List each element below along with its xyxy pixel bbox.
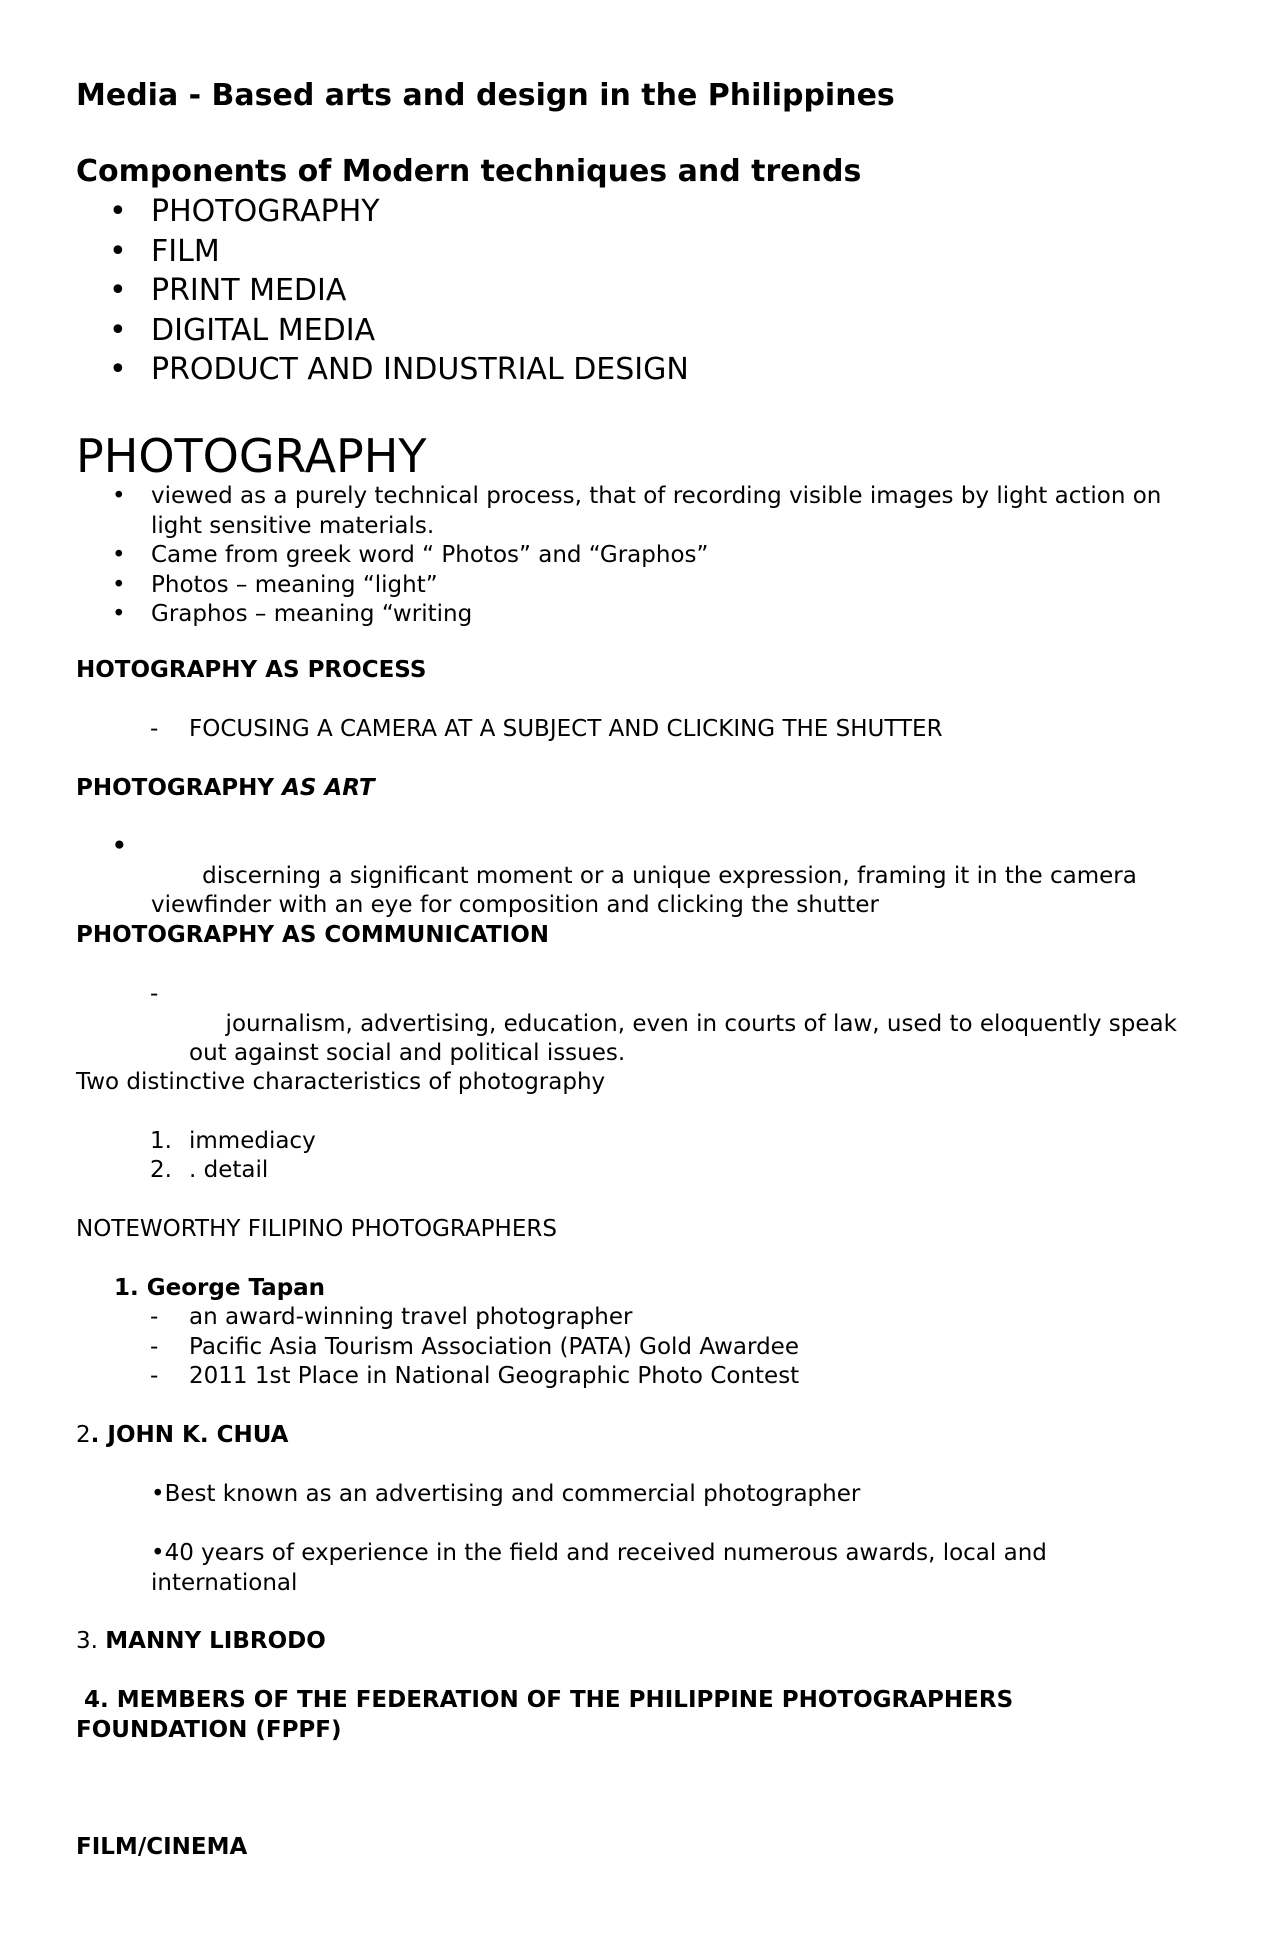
- photographer-detail: •40 years of experience in the field and received numerous awards, local and international: [151, 1540, 1047, 1596]
- noteworthy-heading: NOTEWORTHY FILIPINO PHOTOGRAPHERS: [76, 1216, 557, 1242]
- photographer-3-name: [76, 1627, 326, 1657]
- dash-marker: -: [150, 1363, 159, 1389]
- list-item: [76, 1333, 1209, 1363]
- list-item: [76, 1303, 1209, 1333]
- process-heading: HOTOGRAPHY AS PROCESS: [76, 657, 427, 683]
- art-heading: [76, 774, 375, 804]
- communication-text: journalism, advertising, education, even in courts of law, used to eloquently speak out against social and political issues.: [189, 1010, 1185, 1066]
- art-heading-main: PHOTOGRAPHY: [76, 775, 283, 801]
- characteristics-heading: Two distinctive characteristics of photography: [76, 1069, 606, 1095]
- photographer-detail: 2011 1st Place in National Geographic Photo Contest: [189, 1363, 800, 1389]
- list-item: • viewed as a purely technical process, that of recording visible images by light action on light sensitive materials.: [76, 482, 1176, 541]
- list-item: • FILM: [76, 232, 689, 272]
- photographer-detail: Pacific Asia Tourism Association (PATA) Gold Awardee: [189, 1334, 799, 1360]
- dash-marker: -: [150, 1334, 159, 1360]
- components-heading: Components of Modern techniques and trends: [76, 154, 862, 189]
- list-item: [76, 1156, 268, 1186]
- list-item: [76, 1362, 1209, 1392]
- photographer-name: MANNY LIBRODO: [105, 1628, 326, 1654]
- photographer-1-name: [114, 1274, 325, 1304]
- art-text: discerning a significant moment or a unique expression, framing it in the camera viewfinder with an eye for composition and clicking the shutter: [151, 862, 1145, 918]
- dash-marker: -: [150, 1304, 159, 1330]
- list-item: • PRODUCT AND INDUSTRIAL DESIGN: [76, 350, 689, 390]
- list-item: • PHOTOGRAPHY: [76, 192, 689, 232]
- dash-marker: -: [150, 981, 159, 1007]
- components-list: [76, 192, 689, 390]
- photographer-4-name: 4. MEMBERS OF THE FEDERATION OF THE PHILIPPINE PHOTOGRAPHERS FOUNDATION (FPPF): [76, 1687, 1022, 1743]
- list-item: [76, 1127, 316, 1157]
- photographer-detail: an award-winning travel photographer: [189, 1304, 633, 1330]
- characteristic-text: immediacy: [189, 1128, 316, 1154]
- photographer-detail: •Best known as an advertising and commercial photographer: [151, 1481, 861, 1507]
- number-marker: 3.: [76, 1628, 106, 1654]
- process-item: [76, 715, 1209, 745]
- number-marker: 2: [76, 1422, 91, 1448]
- number-marker: 2.: [150, 1157, 172, 1183]
- communication-heading: PHOTOGRAPHY AS COMMUNICATION: [76, 922, 550, 948]
- dash-marker: -: [150, 716, 159, 742]
- process-text: FOCUSING A CAMERA AT A SUBJECT AND CLICKING THE SHUTTER: [189, 716, 943, 742]
- document-title: Media - Based arts and design in the Philippines: [76, 78, 895, 113]
- list-item: • Graphos – meaning “writing: [76, 600, 1176, 630]
- list-item: • DIGITAL MEDIA: [76, 311, 689, 351]
- photography-bullets: [76, 482, 1176, 630]
- film-heading: FILM/CINEMA: [76, 1834, 248, 1860]
- photographer-name: . JOHN K. CHUA: [90, 1422, 289, 1448]
- photography-heading: PHOTOGRAPHY: [76, 429, 427, 483]
- characteristic-text: . detail: [189, 1157, 269, 1183]
- photographer-name: George Tapan: [146, 1275, 326, 1301]
- list-item: • PRINT MEDIA: [76, 271, 689, 311]
- number-marker: 1.: [150, 1128, 172, 1154]
- art-heading-em: AS ART: [282, 775, 375, 801]
- photographer-2-name: [76, 1421, 288, 1451]
- list-item: • Photos – meaning “light”: [76, 571, 1176, 601]
- bullet-marker: •: [112, 833, 127, 859]
- list-item: • Came from greek word “ Photos” and “Graphos”: [76, 541, 1176, 571]
- number-marker: 1.: [114, 1275, 139, 1301]
